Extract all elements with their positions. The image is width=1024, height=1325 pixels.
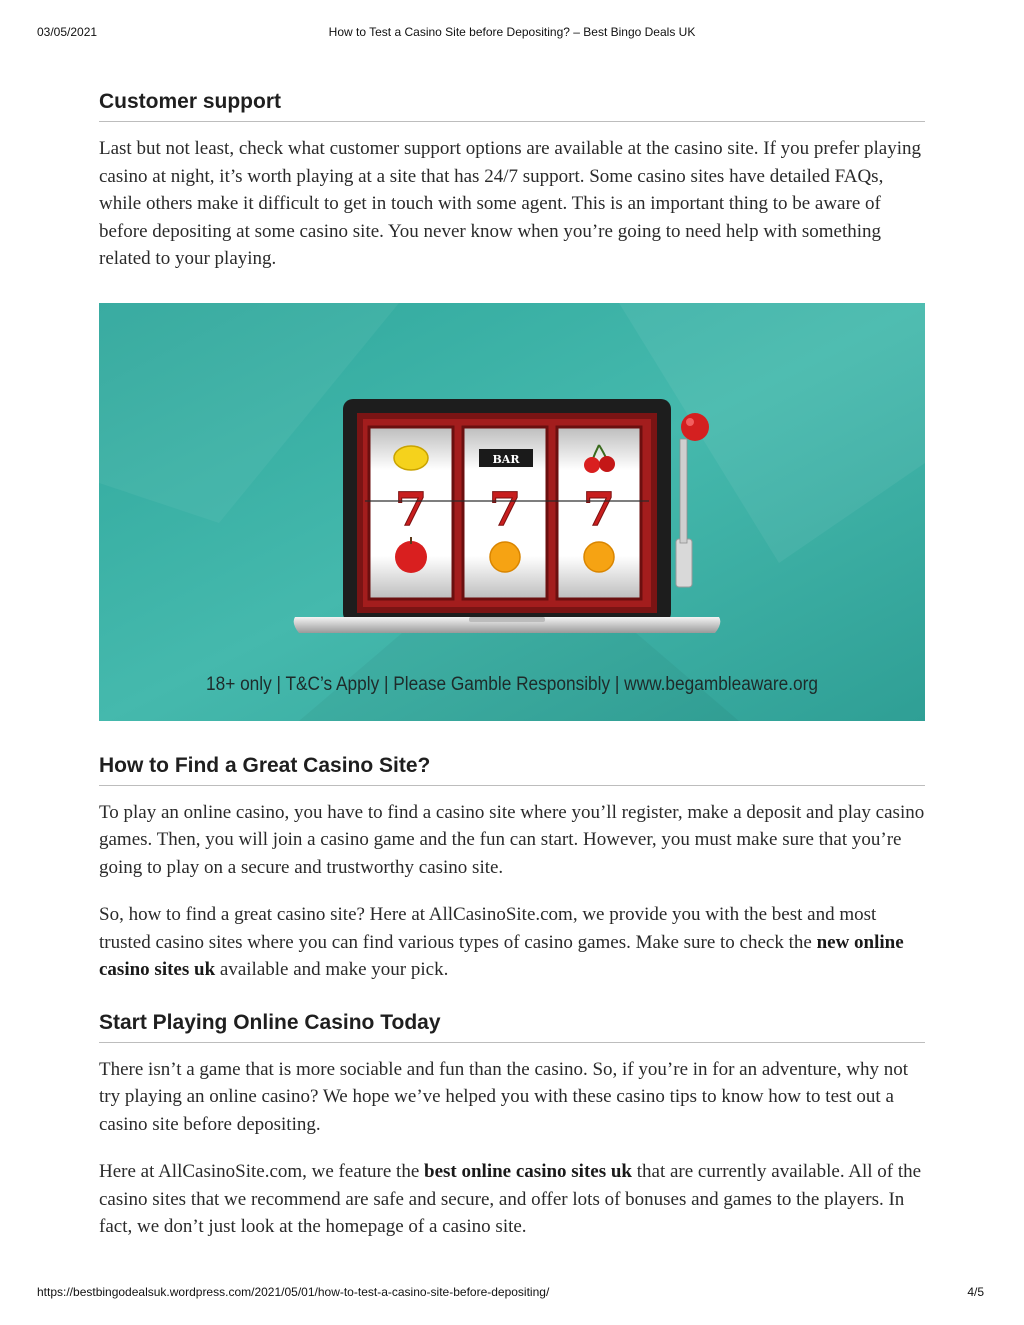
print-url[interactable]: https://bestbingodealsuk.wordpress.com/2021/05/01/how-to-test-a-casino-site-before-depositing/ — [37, 1285, 550, 1299]
link-best-online-casino-sites[interactable]: best online casino sites uk — [424, 1161, 632, 1182]
orange-icon — [490, 542, 520, 572]
lever-base — [676, 539, 692, 587]
seven-icon: 7 — [394, 481, 428, 536]
paragraph-find-1: To play an online casino, you have to find a casino site where you’ll register, make a deposit and play casino games. Then, you will join a casino game and the fun can start. However, you must make sure that you’re going to play on a secure and trustworthy casino site. — [99, 801, 925, 878]
reel-middle — [463, 427, 547, 599]
paragraph-start-1: There isn’t a game that is more sociable and fun than the casino. So, if you’re in for an adventure, why not try playing an online casino? We hope we’ve helped you with these casino tips to know how to test out a casino site before depositing. — [99, 1058, 909, 1135]
heading-customer-support: Customer support — [99, 90, 925, 122]
print-footer — [0, 1285, 1024, 1301]
apple-icon — [395, 541, 427, 573]
seven-icon: 7 — [582, 481, 616, 536]
reel-left — [369, 427, 453, 599]
lever-rod — [680, 439, 687, 543]
print-header — [0, 25, 1024, 41]
article-content — [99, 90, 925, 1241]
paragraph-find-2: So, how to find a great casino site? Here at AllCasinoSite.com, we provide you with the best and most trusted casino sites where you can find various types of casino games. Make sure to check the new online casino sites uk available and make your pick. — [99, 904, 904, 980]
heading-start-playing: Start Playing Online Casino Today — [99, 1011, 925, 1043]
lever-knob — [681, 413, 709, 441]
link-new-online-casino-sites[interactable]: new online casino sites uk — [99, 931, 904, 980]
paragraph-start-2: Here at AllCasinoSite.com, we feature the best online casino sites uk that are currently available. All of the casino sites that we recommend are safe and secure, and offer lots of bonuses and games to the players. In fact, we don’t just look at the homepage of a casino site. — [99, 1161, 922, 1237]
paragraph-customer-support: Last but not least, check what customer support options are available at the casino site. If you prefer playing casino at night, it’s worth playing at a site that has 24/7 support. Some casino sites have detailed FAQs, while others make it difficult to get in touch with some agent. This is an important thing to be aware of before depositing at some casino site. You never know when you’re going to need help with something related to your playing. — [99, 138, 922, 269]
image-caption: 18+ only | T&C’s Apply | Please Gamble Responsibly | www.begambleaware.org — [206, 673, 818, 695]
seven-icon: 7 — [488, 481, 522, 536]
print-title: How to Test a Casino Site before Depositing? – Best Bingo Deals UK — [328, 25, 696, 39]
slot-machine-image — [99, 303, 925, 721]
orange-icon — [584, 542, 614, 572]
reel-right — [557, 427, 641, 599]
page-number: 4/5 — [967, 1285, 984, 1299]
cherry-icon — [584, 457, 600, 473]
lemon-icon — [394, 446, 428, 470]
print-date: 03/05/2021 — [37, 25, 98, 39]
heading-find-casino: How to Find a Great Casino Site? — [99, 754, 925, 786]
bar-label: BAR — [492, 452, 520, 466]
